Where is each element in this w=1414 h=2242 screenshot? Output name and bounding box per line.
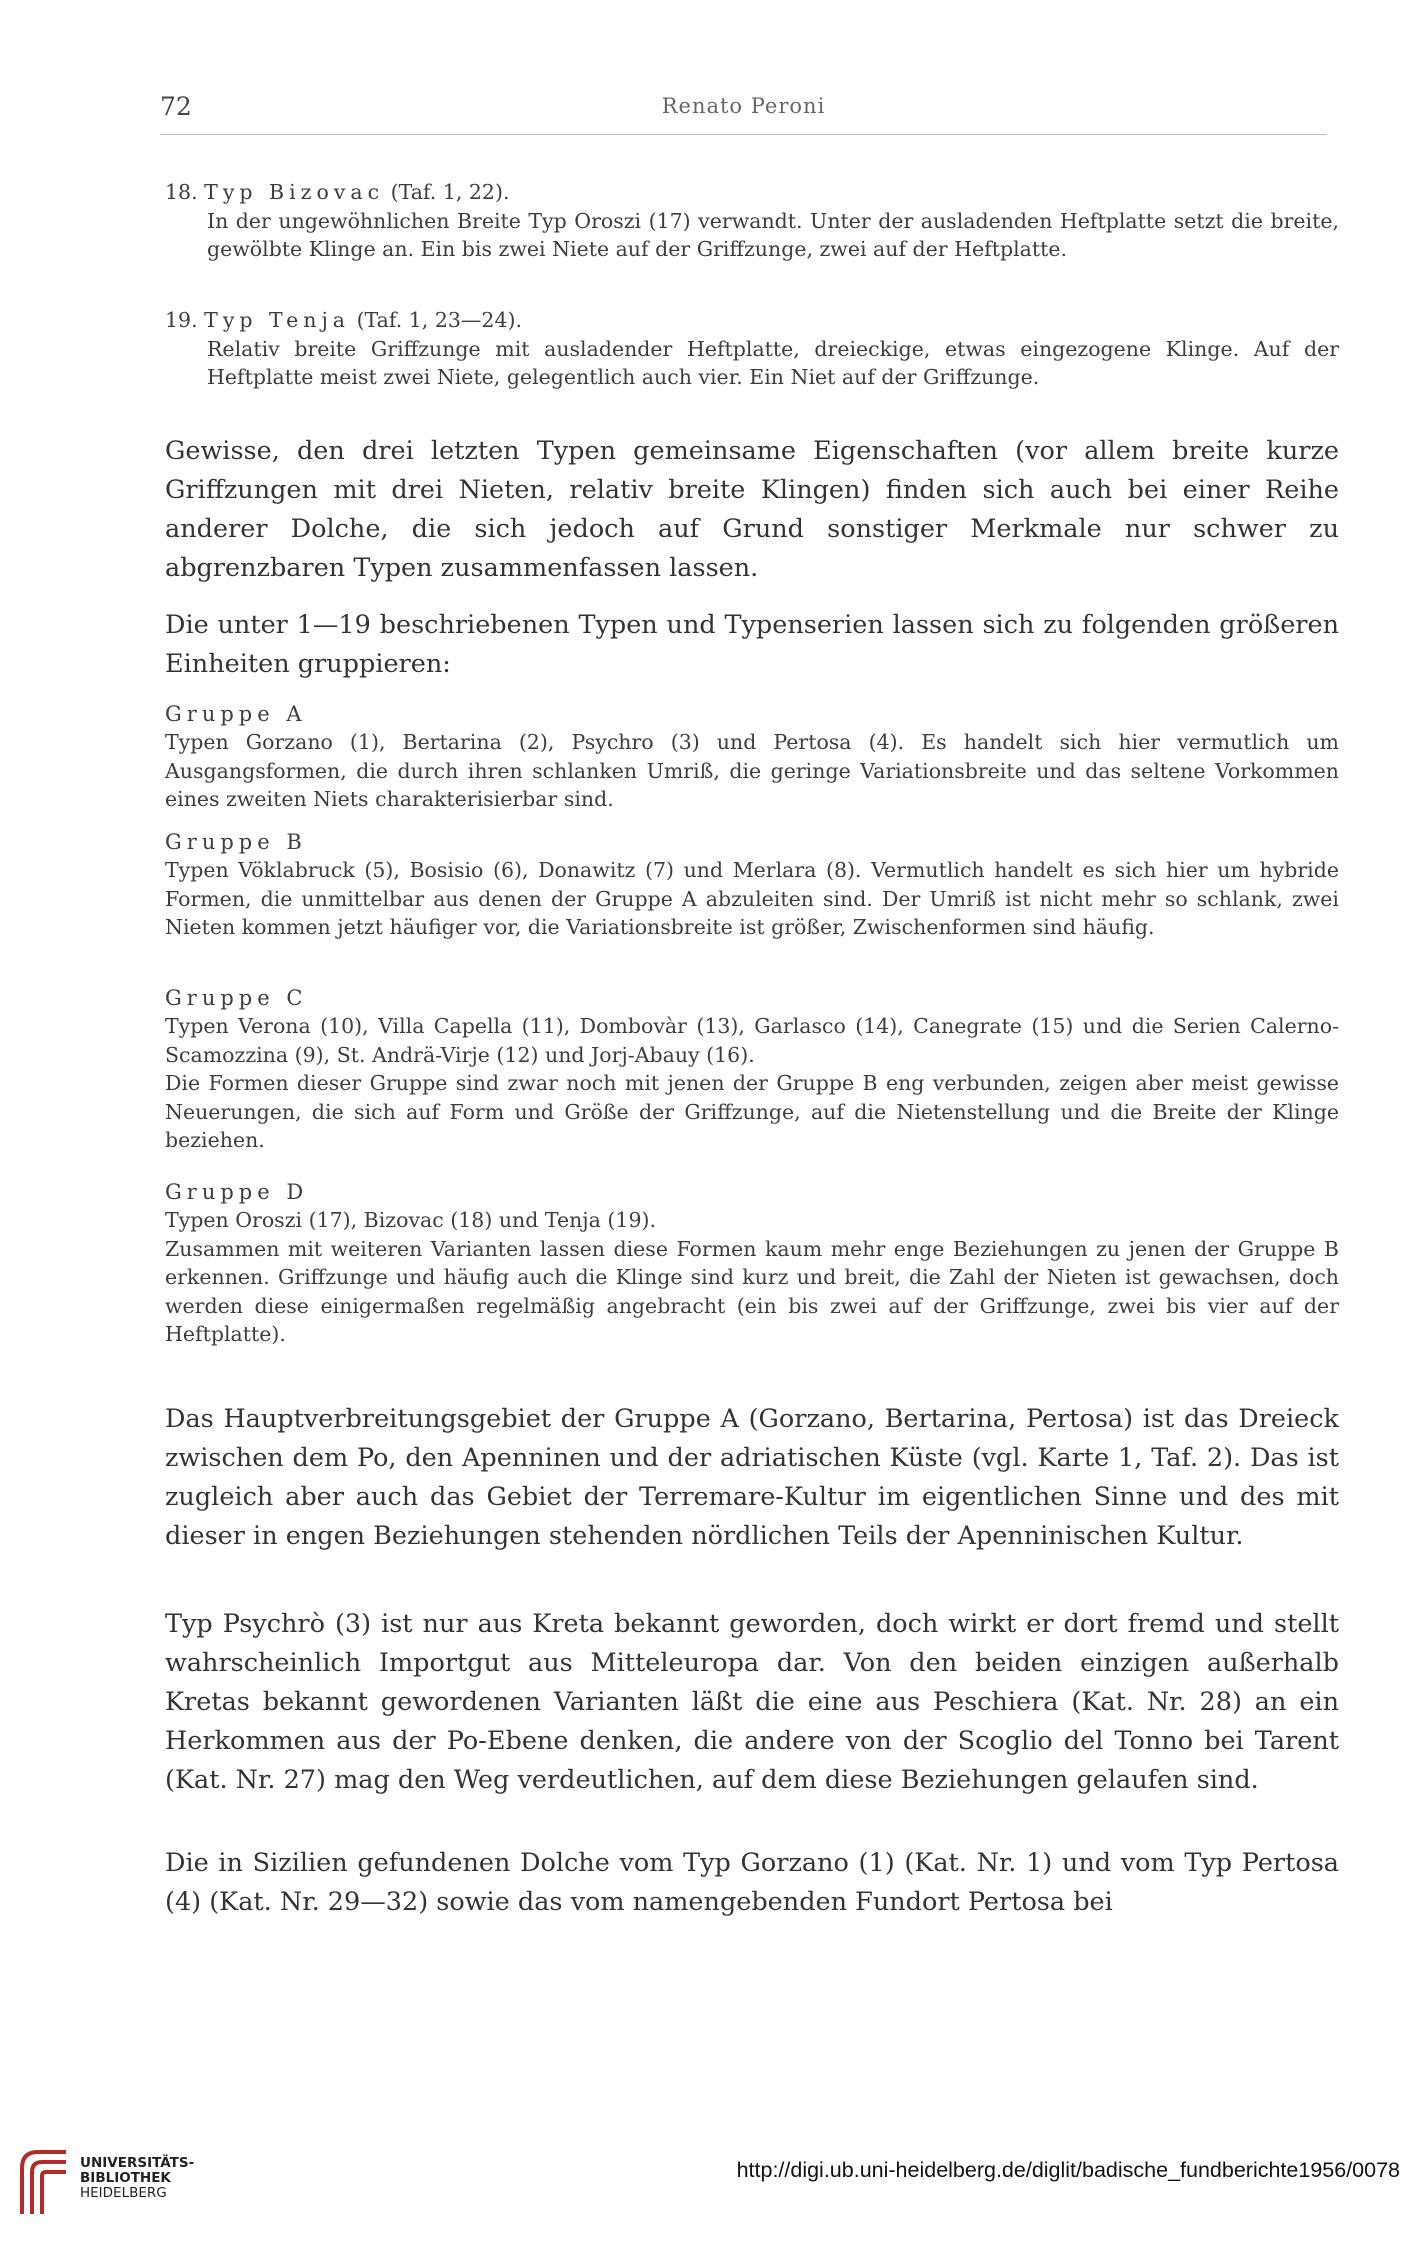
type-reference: (Taf. 1, 22).: [390, 180, 510, 204]
university-library-logo-icon: [14, 2146, 74, 2216]
group-c: [165, 984, 1339, 1155]
type-item-18: [165, 178, 1339, 264]
source-url-link[interactable]: http://digi.ub.uni-heidelberg.de/diglit/badische_fundberichte1956/0078: [736, 2158, 1400, 2182]
body-paragraph-1: Gewisse, den drei letzten Typen gemeinsame Eigenschaften (vor allem breite kurze Griffzungen mit drei Nieten, relativ breite Klingen) finden sich auch bei einer Reihe anderer Dolche, die sich jedoch auf Grund sonstiger Merkmale nur schwer zu abgrenzbaren Typen zusammenfassen lassen.: [165, 436, 1339, 583]
body-paragraph-5: Die in Sizilien gefundenen Dolche vom Typ Gorzano (1) (Kat. Nr. 1) und vom Typ Pertosa (4) (Kat. Nr. 29—32) sowie das vom namengebenden Fundort Pertosa bei: [165, 1848, 1339, 1917]
type-number: 18.: [165, 180, 198, 204]
type-description: Relativ breite Griffzunge mit ausladender Heftplatte, dreieckige, etwas eingezogene Klinge. Auf der Heftplatte meist zwei Niete, gelegentlich auch vier. Ein Niet auf der Griffzunge.: [207, 336, 1339, 389]
body-paragraph-3: Das Hauptverbreitungsgebiet der Gruppe A (Gorzano, Bertarina, Pertosa) ist das Dreieck zwischen dem Po, den Apenninen und der adriatischen Küste (vgl. Karte 1, Taf. 2). Das ist zugleich aber auch das Gebiet der Terremare-Kultur im eigentlichen Sinne und des mit dieser in engen Beziehungen stehenden nördlichen Teils der Apenninischen Kultur.: [165, 1404, 1339, 1551]
group-text: Typen Oroszi (17), Bizovac (18) und Tenja (19).: [165, 1208, 656, 1232]
group-title: Gruppe C: [165, 986, 308, 1010]
running-head: Renato Peroni: [661, 94, 826, 118]
group-text-2: Die Formen dieser Gruppe sind zwar noch mit jenen der Gruppe B eng verbunden, zeigen aber meist gewisse Neuerungen, die sich auf Form und Größe der Griffzunge, auf die Nietenstellung und die Breite der Klinge beziehen.: [165, 1071, 1339, 1152]
group-title: Gruppe A: [165, 702, 307, 726]
page-number: 72: [160, 92, 192, 121]
type-number: 19.: [165, 308, 198, 332]
group-title: Gruppe D: [165, 1180, 309, 1204]
group-text: Typen Gorzano (1), Bertarina (2), Psychro (3) und Pertosa (4). Es handelt sich hier vermutlich um Ausgangsformen, die durch ihren schlanken Umriß, die geringe Variationsbreite und das seltene Vorkommen eines zweiten Niets charakterisierbar sind.: [165, 730, 1339, 811]
group-text: Typen Verona (10), Villa Capella (11), Dombovàr (13), Garlasco (14), Canegrate (15) und die Serien Calerno-Scamozzina (9), St. Andrä-Virje (12) und Jorj-Abauy (16).: [165, 1014, 1339, 1067]
type-reference: (Taf. 1, 23—24).: [356, 308, 523, 332]
type-description: In der ungewöhnlichen Breite Typ Oroszi (17) verwandt. Unter der ausladenden Heftplatte setzt die breite, gewölbte Klinge an. Ein bis zwei Niete auf der Griffzunge, zwei auf der Heftplatte.: [207, 208, 1339, 261]
group-a: [165, 700, 1339, 814]
group-text-2: Zusammen mit weiteren Varianten lassen diese Formen kaum mehr enge Beziehungen zu jenen der Gruppe B erkennen. Griffzunge und häufig auch die Klinge sind kurz und breit, die Zahl der Nieten ist gewachsen, doch werden diese einigermaßen regelmäßig angebracht (ein bis zwei auf der Griffzunge, zwei bis vier auf der Heftplatte).: [165, 1236, 1339, 1346]
header-rule: [160, 134, 1327, 135]
page-header: [160, 92, 1327, 132]
page-footer: [0, 2120, 1414, 2220]
library-name: UNIVERSITÄTS- BIBLIOTHEK HEIDELBERG: [80, 2155, 195, 2201]
type-item-19: [165, 306, 1339, 392]
group-title: Gruppe B: [165, 830, 307, 854]
group-d: [165, 1178, 1339, 1349]
group-b: [165, 828, 1339, 942]
body-paragraph-4: Typ Psychrò (3) ist nur aus Kreta bekannt geworden, doch wirkt er dort fremd und stellt wahrscheinlich Importgut aus Mitteleuropa dar. Von den beiden einzigen außerhalb Kretas bekannt gewordenen Varianten läßt die eine aus Peschiera (Kat. Nr. 28) an ein Herkommen aus der Po-Ebene denken, die andere von der Scoglio del Tonno bei Tarent (Kat. Nr. 27) mag den Weg verdeutlichen, auf dem diese Beziehungen gelaufen sind.: [165, 1609, 1339, 1795]
body-paragraph-2: Die unter 1—19 beschriebenen Typen und Typenserien lassen sich zu folgenden größeren Einheiten gruppieren:: [165, 610, 1339, 679]
type-name: Typ Tenja: [204, 308, 351, 332]
group-text: Typen Vöklabruck (5), Bosisio (6), Donawitz (7) und Merlara (8). Vermutlich handelt es sich hier um hybride Formen, die unmittelbar aus denen der Gruppe A abzuleiten sind. Der Umriß ist nicht mehr so schlank, zwei Nieten kommen jetzt häufiger vor, die Variationsbreite ist größer, Zwischenformen sind häufig.: [165, 858, 1339, 939]
type-name: Typ Bizovac: [204, 180, 385, 204]
